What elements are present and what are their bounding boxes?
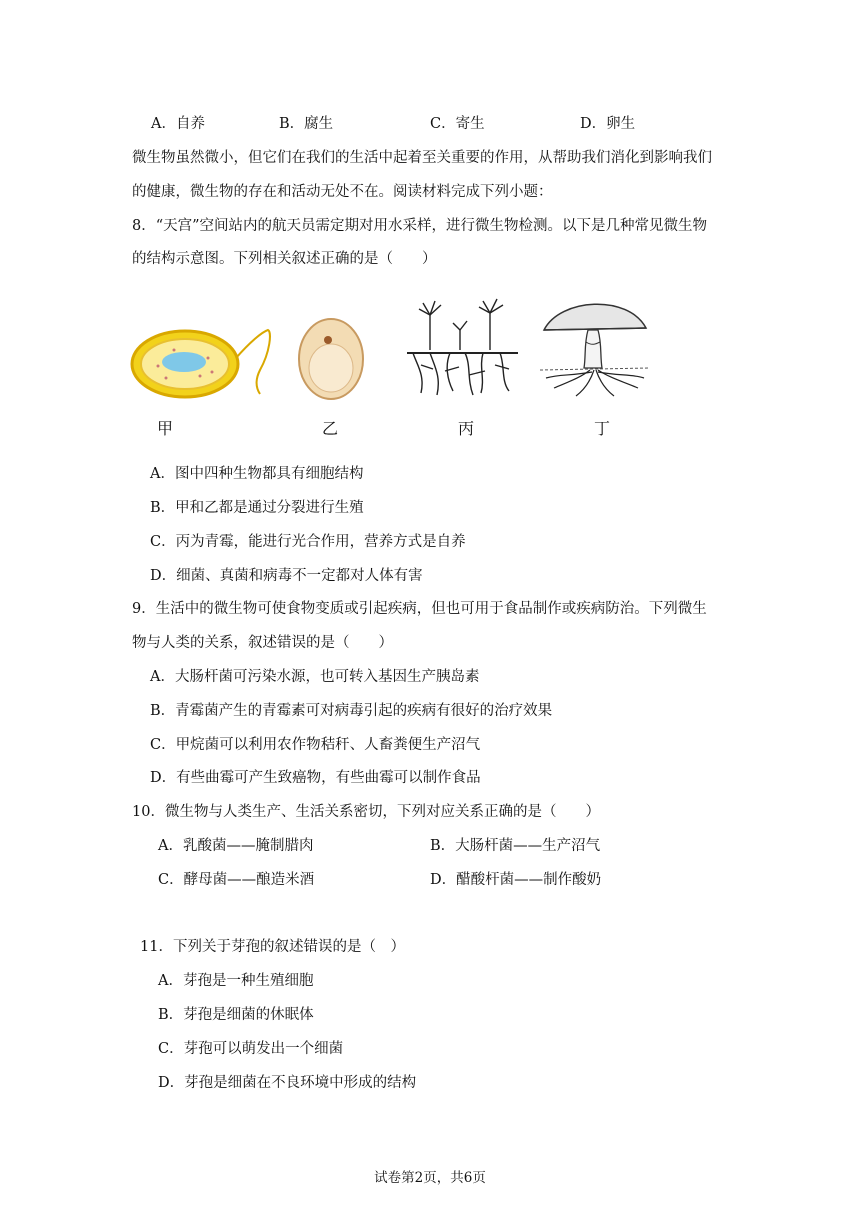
intro-line-2: 的健康，微生物的存在和活动无处不在。阅读材料完成下列小题：: [132, 184, 553, 200]
bacterium-figure: [130, 322, 275, 402]
q8-option-a: A．图中四种生物都具有细胞结构: [150, 466, 364, 482]
q8-option-d: D．细菌、真菌和病毒不一定都对人体有害: [150, 568, 423, 584]
q9-option-b: B．青霉菌产生的青霉素可对病毒引起的疾病有很好的治疗效果: [150, 703, 553, 719]
q10-option-a: A．乳酸菌——腌制腊肉: [158, 838, 314, 854]
q10-option-c: C．酵母菌——酿造米酒: [158, 872, 315, 888]
q11-option-d: D．芽孢是细菌在不良环境中形成的结构: [158, 1075, 417, 1091]
q10-option-d: D．醋酸杆菌——制作酸奶: [430, 872, 602, 888]
figure-label-yi: 乙: [322, 419, 339, 438]
q7-option-d: D．卵生: [580, 116, 636, 132]
q8-option-c: C．丙为青霉，能进行光合作用，营养方式是自养: [150, 534, 466, 550]
q11-option-a: A．芽孢是一种生殖细胞: [158, 973, 314, 989]
figure-label-bing: 丙: [458, 419, 475, 438]
q7-option-b: B．腐生: [279, 116, 334, 132]
intro-line-1: 微生物虽然微小，但它们在我们的生活中起着至关重要的作用，从帮助我们消化到影响我们: [132, 150, 712, 166]
mold-figure: [405, 295, 520, 400]
q9-stem-line-1: 9．生活中的微生物可使食物变质或引起疾病，但也可用于食品制作或疾病防治。下列微生: [132, 601, 707, 617]
q11-option-b: B．芽孢是细菌的休眠体: [158, 1007, 314, 1023]
q9-stem-line-2: 物与人类的关系，叙述错误的是（ ）: [132, 635, 393, 651]
yeast-figure: [296, 316, 366, 402]
q8-stem-line-2: 的结构示意图。下列相关叙述正确的是（ ）: [132, 251, 437, 267]
figure-label-jia: 甲: [157, 419, 174, 438]
q11-stem: 11．下列关于芽孢的叙述错误的是（ ）: [140, 939, 405, 955]
mushroom-figure: [540, 292, 650, 402]
page-footer: 试卷第2页，共6页: [374, 1170, 486, 1186]
q11-option-c: C．芽孢可以萌发出一个细菌: [158, 1041, 344, 1057]
q10-option-b: B．大肠杆菌——生产沼气: [430, 838, 601, 854]
figure-label-ding: 丁: [594, 419, 611, 438]
q8-stem-line-1: 8．“天宫”空间站内的航天员需定期对用水采样，进行微生物检测。以下是几种常见微生物: [132, 218, 708, 234]
q8-option-b: B．甲和乙都是通过分裂进行生殖: [150, 500, 364, 516]
q7-option-a: A．自养: [151, 116, 205, 132]
q9-option-c: C．甲烷菌可以利用农作物秸秆、人畜粪便生产沼气: [150, 737, 481, 753]
q10-stem: 10．微生物与人类生产、生活关系密切，下列对应关系正确的是（ ）: [132, 804, 600, 820]
q9-option-d: D．有些曲霉可产生致癌物，有些曲霉可以制作食品: [150, 770, 481, 786]
q7-option-c: C．寄生: [430, 116, 485, 132]
q9-option-a: A．大肠杆菌可污染水源，也可转入基因生产胰岛素: [150, 669, 480, 685]
